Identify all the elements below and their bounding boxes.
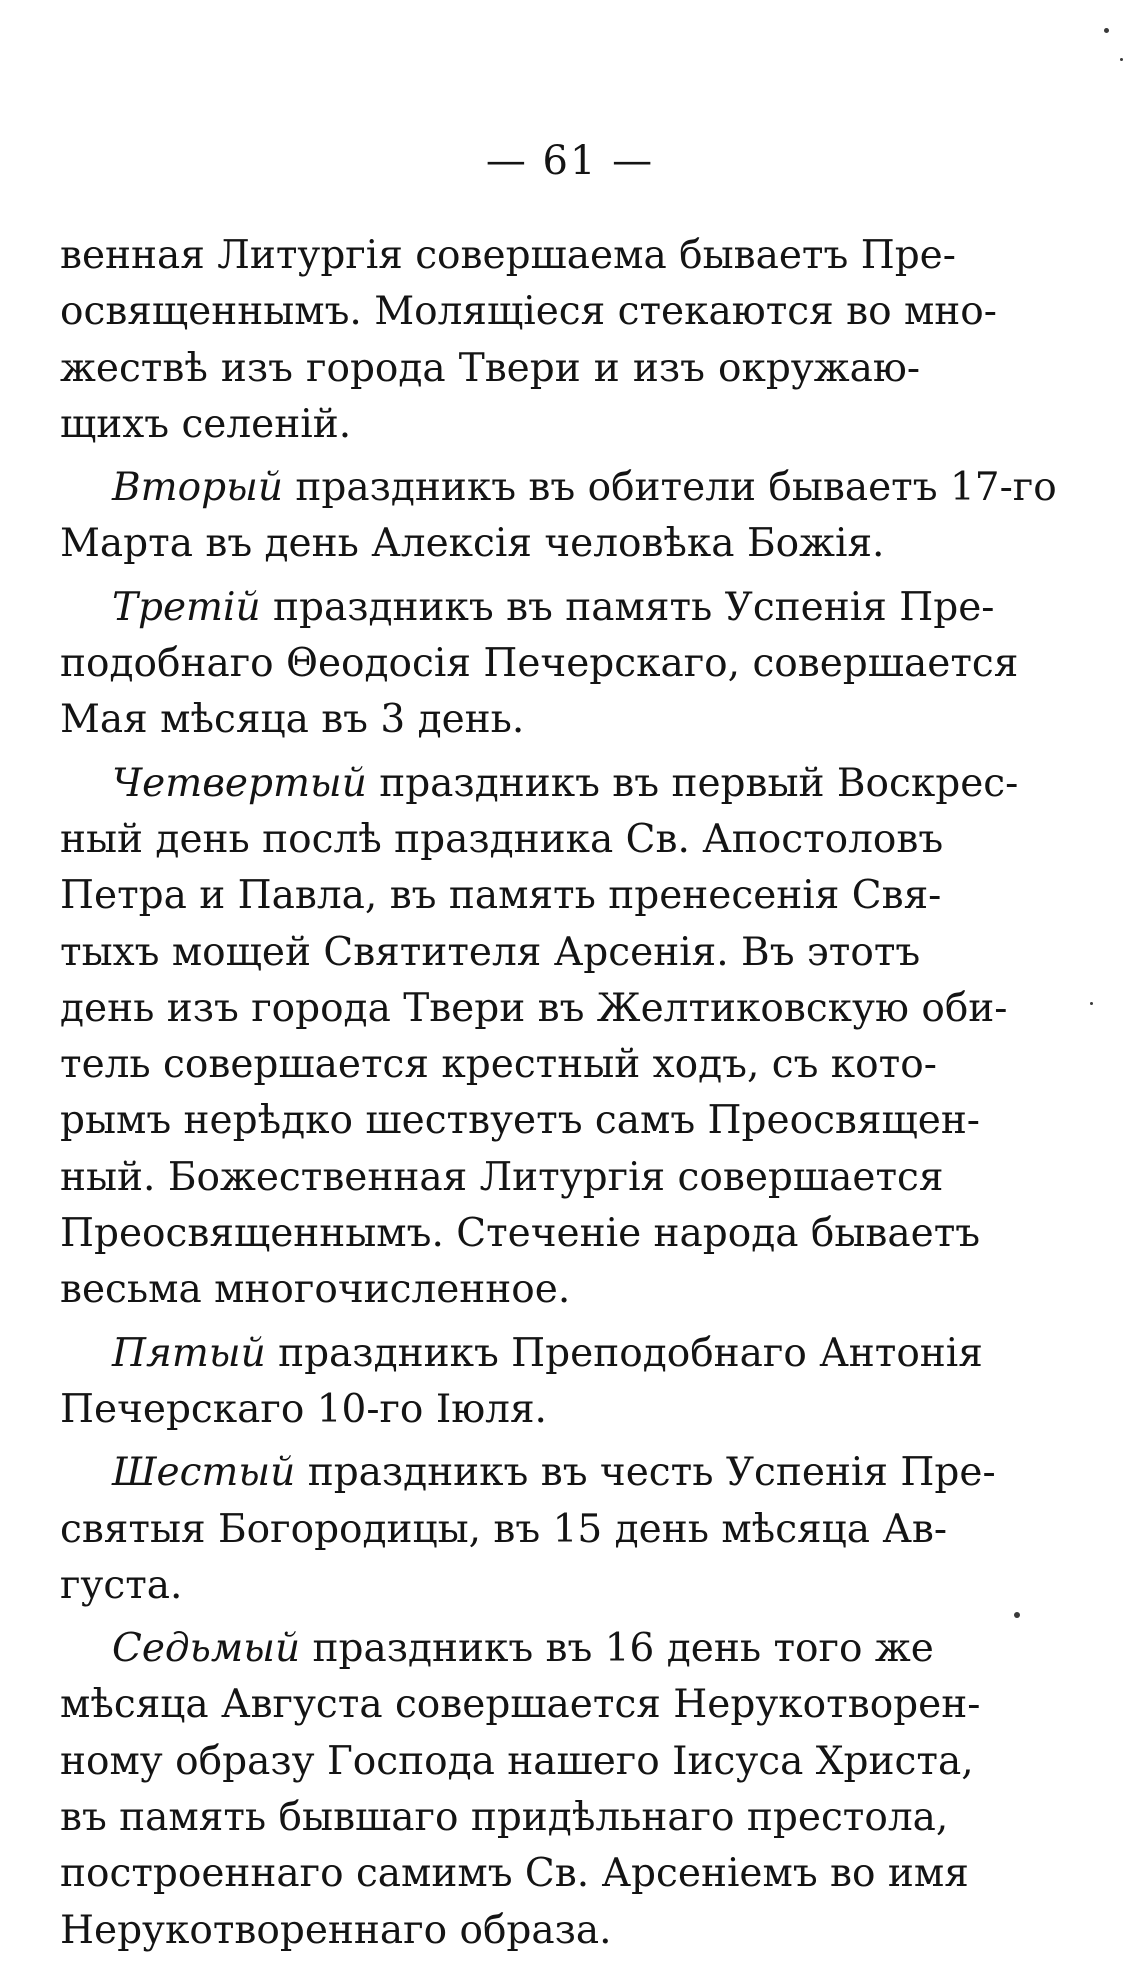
text-line: ный день послѣ праздника Св. Апостоловъ (60, 816, 944, 862)
ordinal-heading: Вторый (112, 465, 283, 511)
ordinal-heading: Шестый (112, 1450, 296, 1496)
scan-speck (1104, 28, 1109, 33)
ordinal-heading: Пятый (112, 1330, 266, 1376)
text-line (60, 580, 995, 636)
text-line: Мая мѣсяца въ 3 день. (60, 697, 525, 743)
text-run: праздникъ Преподобнаго Антонія (265, 1330, 983, 1376)
text-run: праздникъ въ обители бываетъ 17-го (282, 465, 1057, 511)
text-line: Марта въ день Алексія человѣка Божія. (60, 521, 885, 567)
text-run: праздникъ въ память Успенія Пре- (260, 584, 995, 630)
paragraph-1 (60, 228, 997, 453)
text-line: Преосвященнымъ. Стеченіе народа бываетъ (60, 1211, 981, 1257)
text-line: тыхъ мощей Святителя Арсенія. Въ этотъ (60, 929, 921, 975)
ordinal-heading: Седьмый (112, 1626, 301, 1672)
text-line: подобнаго Θеодосія Печерскаго, совершается (60, 641, 1019, 687)
text-line (60, 460, 1057, 516)
text-line: венная Литургія совершаема бываетъ Пре- (60, 233, 956, 278)
ordinal-heading: Четвертый (112, 760, 367, 806)
text-line (60, 1445, 996, 1501)
scan-speck (1014, 1612, 1020, 1618)
text-line: мѣсяца Августа совершается Нерукотворен- (60, 1682, 981, 1728)
text-line: святыя Богородицы, въ 15 день мѣсяца Ав- (60, 1506, 948, 1552)
text-line: Печерскаго 10-го Іюля. (60, 1386, 547, 1432)
text-line: освященнымъ. Молящіеся стекаются во мно- (60, 289, 997, 335)
text-line: ному образу Господа нашего Іисуса Христа, (60, 1738, 974, 1784)
text-line: день изъ города Твери въ Желтиковскую оби- (60, 985, 1008, 1031)
paragraph-5 (60, 1326, 983, 1439)
text-line: густа. (60, 1562, 183, 1608)
text-line: въ память бывшаго придѣльнаго престола, (60, 1795, 949, 1841)
text-line: Нерукотвореннаго образа. (60, 1907, 612, 1953)
text-run: праздникъ въ 16 день того же (300, 1626, 934, 1672)
text-line: щихъ селеній. (60, 401, 352, 447)
text-line (60, 1621, 934, 1677)
text-line (60, 1326, 983, 1382)
text-line: рымъ нерѣдко шествуетъ самъ Преосвящен- (60, 1098, 980, 1144)
ordinal-heading: Третій (112, 584, 261, 630)
text-line (60, 756, 1019, 812)
text-line: ный. Божественная Литургія совершается (60, 1154, 944, 1200)
page-body (60, 228, 1057, 1959)
text-line: весьма многочисленное. (60, 1267, 571, 1313)
text-run: праздникъ въ честь Успенія Пре- (295, 1450, 996, 1496)
page-number: — 61 — (485, 138, 655, 184)
text-line: построеннаго самимъ Св. Арсеніемъ во имя (60, 1851, 969, 1897)
paragraph-3 (60, 580, 1019, 749)
paragraph-2 (60, 460, 1057, 573)
scan-speck (1090, 1002, 1093, 1005)
text-run: праздникъ въ первый Воскрес- (366, 760, 1019, 806)
paragraph-4 (60, 756, 1019, 1319)
paragraph-7 (60, 1621, 981, 1959)
scan-speck (1120, 58, 1123, 61)
text-line: жествѣ изъ города Твери и изъ окружаю- (60, 345, 920, 391)
text-line: тель совершается крестный ходъ, съ кото- (60, 1042, 937, 1088)
text-line: Петра и Павла, въ память пренесенія Свя- (60, 873, 942, 919)
paragraph-6 (60, 1445, 996, 1614)
